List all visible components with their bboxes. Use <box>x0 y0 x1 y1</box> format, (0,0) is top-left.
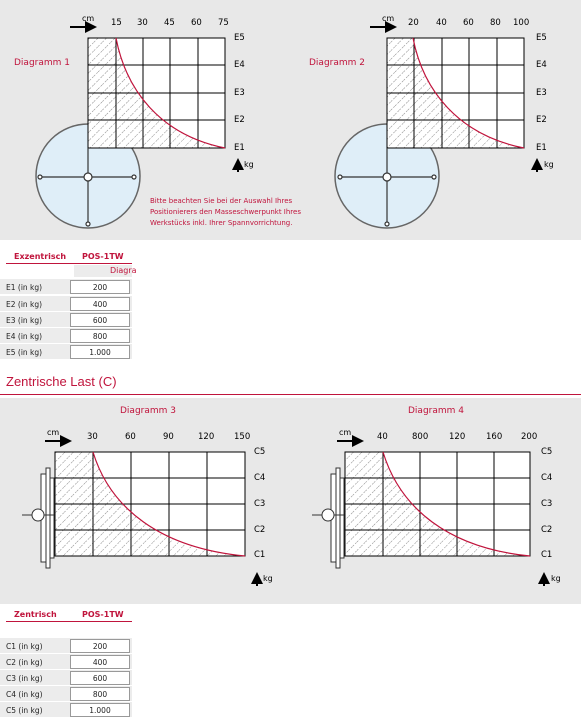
table1-subheader: Diagra <box>110 266 137 275</box>
diagram-2-tick-4: 100 <box>513 18 530 28</box>
diagram-3-tick-0: 30 <box>87 432 98 442</box>
diagram-3-unit-x: cm <box>47 428 60 437</box>
chuck-side-view-3 <box>22 468 54 568</box>
diagram-4-unit-x: cm <box>339 428 352 437</box>
table2-row-label: C5 (in kg) <box>6 706 43 715</box>
table1-row-label: E4 (in kg) <box>6 332 43 341</box>
diagram-4-ylabel-1: C4 <box>541 473 553 483</box>
diagram-2-ylabel-4: E1 <box>536 143 547 153</box>
diagram-2-tick-1: 40 <box>436 18 447 28</box>
table2-header-rule <box>6 621 132 622</box>
diagram-1-ylabel-2: E3 <box>234 88 245 98</box>
diagram-4-tick-1: 800 <box>412 432 429 442</box>
diagram-4 <box>312 441 544 586</box>
table1-row-value: 800 <box>70 329 130 343</box>
table1-header-rule <box>6 263 132 264</box>
diagram-1-unit-x: cm <box>82 14 95 23</box>
diagram-3-unit-y: kg <box>263 574 273 583</box>
diagram-2-tick-3: 80 <box>490 18 501 28</box>
diagram-3 <box>22 441 257 586</box>
centric-load-heading: Zentrische Last (C) <box>6 374 117 389</box>
diagram-4-tick-2: 120 <box>449 432 466 442</box>
diagram-2-unit-x: cm <box>382 14 395 23</box>
table1-row-value: 400 <box>70 297 130 311</box>
diagram-3-title: Diagramm 3 <box>120 406 176 416</box>
diagram-4-ylabel-4: C1 <box>541 550 553 560</box>
diagram-2-tick-0: 20 <box>408 18 419 28</box>
diagram-2-unit-y: kg <box>544 160 554 169</box>
table1-row-label: E5 (in kg) <box>6 348 43 357</box>
diagram-1-tick-3: 60 <box>191 18 202 28</box>
table1-col2-header: POS-1TW <box>82 252 124 261</box>
table2-row-value: 800 <box>70 687 130 701</box>
diagram-2-ylabel-1: E4 <box>536 60 547 70</box>
diagram-4-unit-y: kg <box>551 574 561 583</box>
diagram-1-tick-2: 45 <box>164 18 175 28</box>
diagram-3-ylabel-0: C5 <box>254 447 266 457</box>
table1-row-label: E3 (in kg) <box>6 316 43 325</box>
diagram-3-tick-2: 90 <box>163 432 174 442</box>
diagram-4-tick-0: 40 <box>377 432 388 442</box>
table2-row-label: C1 (in kg) <box>6 642 43 651</box>
table2-row-label: C3 (in kg) <box>6 674 43 683</box>
diagram-1-tick-1: 30 <box>137 18 148 28</box>
table2-col2-header: POS-1TW <box>82 610 124 619</box>
diagram-3-tick-1: 60 <box>125 432 136 442</box>
diagram-1-unit-y: kg <box>244 160 254 169</box>
diagram-3-tick-3: 120 <box>198 432 215 442</box>
table2-row-label: C4 (in kg) <box>6 690 43 699</box>
diagram-1-tick-4: 75 <box>218 18 229 28</box>
note-line-3: Werkstücks inkl. Ihrer Spannvorrichtung. <box>150 219 293 227</box>
table2-col1-header: Zentrisch <box>14 610 57 619</box>
diagram-2 <box>335 27 537 228</box>
eccentric-load-panel <box>0 0 581 240</box>
diagram-3-ylabel-3: C2 <box>254 525 266 535</box>
diagram-1-ylabel-3: E2 <box>234 115 245 125</box>
diagram-1-ylabel-0: E5 <box>234 33 245 43</box>
diagram-2-ylabel-2: E3 <box>536 88 547 98</box>
table2-row-label: C2 (in kg) <box>6 658 43 667</box>
note-line-2: Positionierers den Masseschwerpunkt Ihres <box>150 208 301 216</box>
table2-row-value: 600 <box>70 671 130 685</box>
section-rule <box>0 394 581 395</box>
diagram-4-ylabel-3: C2 <box>541 525 553 535</box>
diagram-2-ylabel-0: E5 <box>536 33 547 43</box>
diagram-2-ylabel-3: E2 <box>536 115 547 125</box>
diagram-3-ylabel-2: C3 <box>254 499 266 509</box>
table1-row-value: 600 <box>70 313 130 327</box>
centric-load-panel <box>0 398 581 604</box>
diagram-2-tick-2: 60 <box>463 18 474 28</box>
diagram-4-ylabel-0: C5 <box>541 447 553 457</box>
table1-row-label: E1 (in kg) <box>6 283 43 292</box>
table1-row-value: 1.000 <box>70 345 130 359</box>
table1-row-value: 200 <box>70 280 130 294</box>
diagram-4-tick-3: 160 <box>486 432 503 442</box>
diagram-2-title: Diagramm 2 <box>309 58 365 68</box>
table2-row-value: 1.000 <box>70 703 130 717</box>
chuck-side-view-4 <box>312 468 344 568</box>
table1-col1-header: Exzentrisch <box>14 252 67 261</box>
mass-center-note <box>150 196 301 229</box>
diagram-4-ylabel-2: C3 <box>541 499 553 509</box>
table1-row-label: E2 (in kg) <box>6 300 43 309</box>
diagram-1-title: Diagramm 1 <box>14 58 70 68</box>
diagram-4-tick-4: 200 <box>521 432 538 442</box>
diagram-4-title: Diagramm 4 <box>408 406 464 416</box>
note-line-1: Bitte beachten Sie bei der Auswahl Ihres <box>150 197 293 205</box>
diagram-3-ylabel-4: C1 <box>254 550 266 560</box>
diagram-3-tick-4: 150 <box>234 432 251 442</box>
diagram-1-tick-0: 15 <box>111 18 122 28</box>
centric-diagrams-svg <box>0 398 581 604</box>
diagram-1-ylabel-1: E4 <box>234 60 245 70</box>
table2-row-value: 400 <box>70 655 130 669</box>
diagram-3-ylabel-1: C4 <box>254 473 266 483</box>
table2-row-value: 200 <box>70 639 130 653</box>
diagram-1-ylabel-4: E1 <box>234 143 245 153</box>
